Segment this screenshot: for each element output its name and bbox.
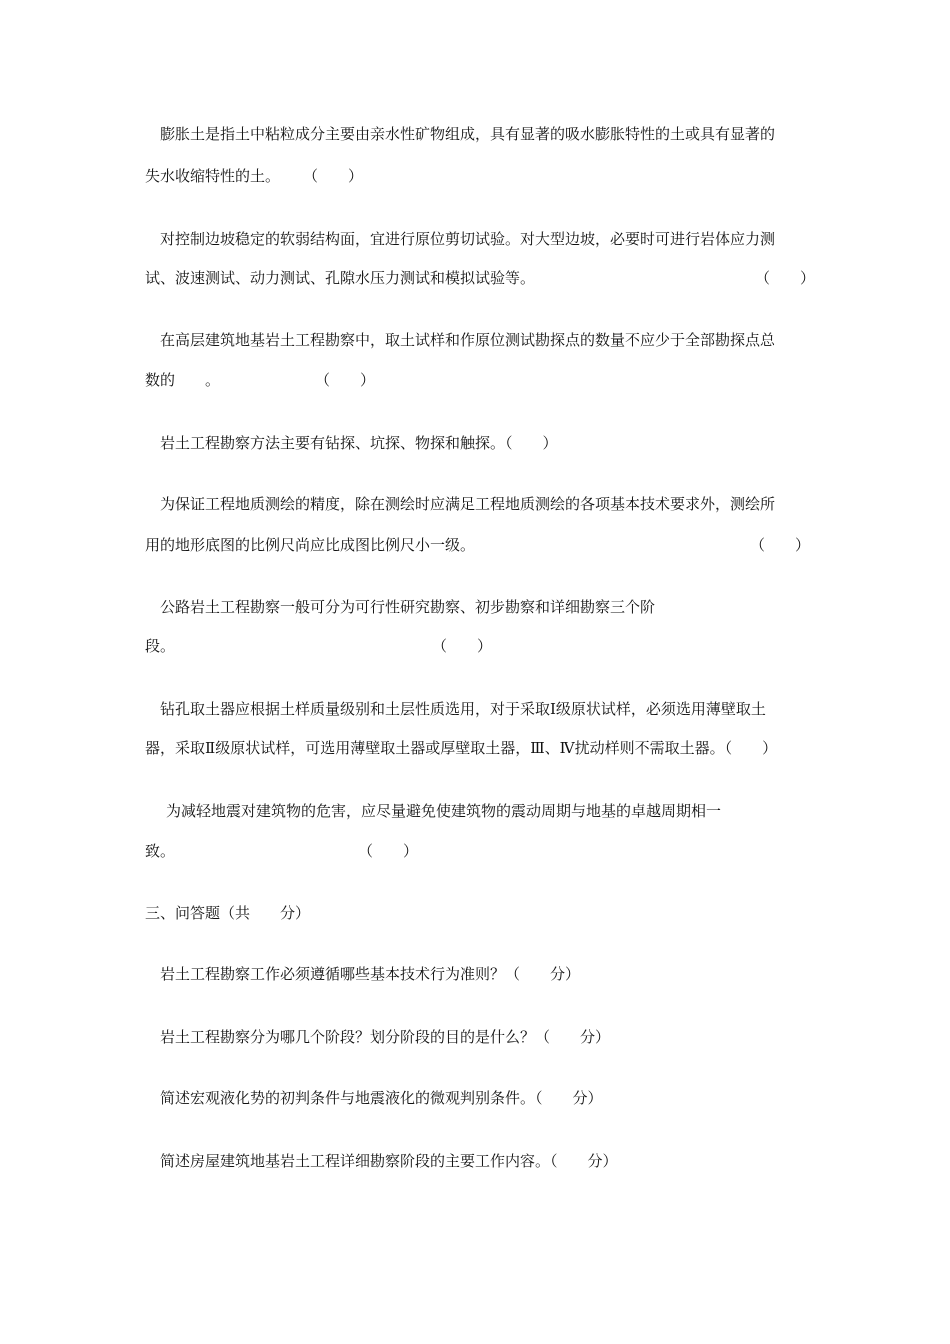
- statement-3-line-2: 数的 。: [145, 371, 221, 389]
- statement-8-line-2: 致。: [145, 842, 176, 860]
- statement-3-answer-blank: （ ）: [315, 371, 376, 389]
- statement-2-answer-blank: （ ）: [755, 269, 816, 287]
- statement-5-answer-blank: （ ）: [750, 536, 811, 554]
- statement-8-line-1: 为减轻地震对建筑物的危害，应尽量避免使建筑物的震动周期与地基的卓越周期相一: [166, 802, 722, 820]
- statement-7-line-2: 器，采取Ⅱ级原状试样，可选用薄壁取土器或厚壁取土器，Ⅲ、Ⅳ扰动样则不需取土器。（ ）: [145, 739, 778, 757]
- statement-6-line-1: 公路岩土工程勘察一般可分为可行性研究勘察、初步勘察和详细勘察三个阶: [160, 598, 656, 616]
- section-3-heading: 三、问答题（共 分）: [145, 904, 311, 922]
- question-4: 简述房屋建筑地基岩土工程详细勘察阶段的主要工作内容。（ 分）: [160, 1152, 618, 1170]
- question-3: 简述宏观液化势的初判条件与地震液化的微观判别条件。（ 分）: [160, 1089, 603, 1107]
- statement-2-line-1: 对控制边坡稳定的软弱结构面，宜进行原位剪切试验。对大型边坡，必要时可进行岩体应力测: [160, 230, 776, 248]
- statement-6-line-2: 段。: [145, 637, 176, 655]
- statement-4-line-1: 岩土工程勘察方法主要有钻探、坑探、物探和触探。（ ）: [160, 434, 558, 452]
- statement-5-line-1: 为保证工程地质测绘的精度，除在测绘时应满足工程地质测绘的各项基本技术要求外，测绘所: [160, 495, 776, 513]
- question-1: 岩土工程勘察工作必须遵循哪些基本技术行为准则？（ 分）: [160, 965, 581, 983]
- statement-1-line-2: 失水收缩特性的土。: [145, 167, 281, 185]
- question-2: 岩土工程勘察分为哪几个阶段？划分阶段的目的是什么？（ 分）: [160, 1028, 611, 1046]
- statement-1-line-1: 膨胀土是指土中粘粒成分主要由亲水性矿物组成，具有显著的吸水膨胀特性的土或具有显著的: [160, 125, 776, 143]
- statement-6-answer-blank: （ ）: [432, 637, 493, 655]
- statement-2-line-2: 试、波速测试、动力测试、孔隙水压力测试和模拟试验等。: [145, 269, 536, 287]
- statement-3-line-1: 在高层建筑地基岩土工程勘察中，取土试样和作原位测试勘探点的数量不应少于全部勘探点总: [160, 331, 776, 349]
- statement-1-answer-blank: （ ）: [303, 167, 364, 185]
- statement-5-line-2: 用的地形底图的比例尺尚应比成图比例尺小一级。: [145, 536, 476, 554]
- statement-8-answer-blank: （ ）: [358, 842, 419, 860]
- statement-7-line-1: 钻孔取土器应根据土样质量级别和土层性质选用，对于采取Ⅰ级原状试样，必须选用薄壁取土: [160, 700, 766, 718]
